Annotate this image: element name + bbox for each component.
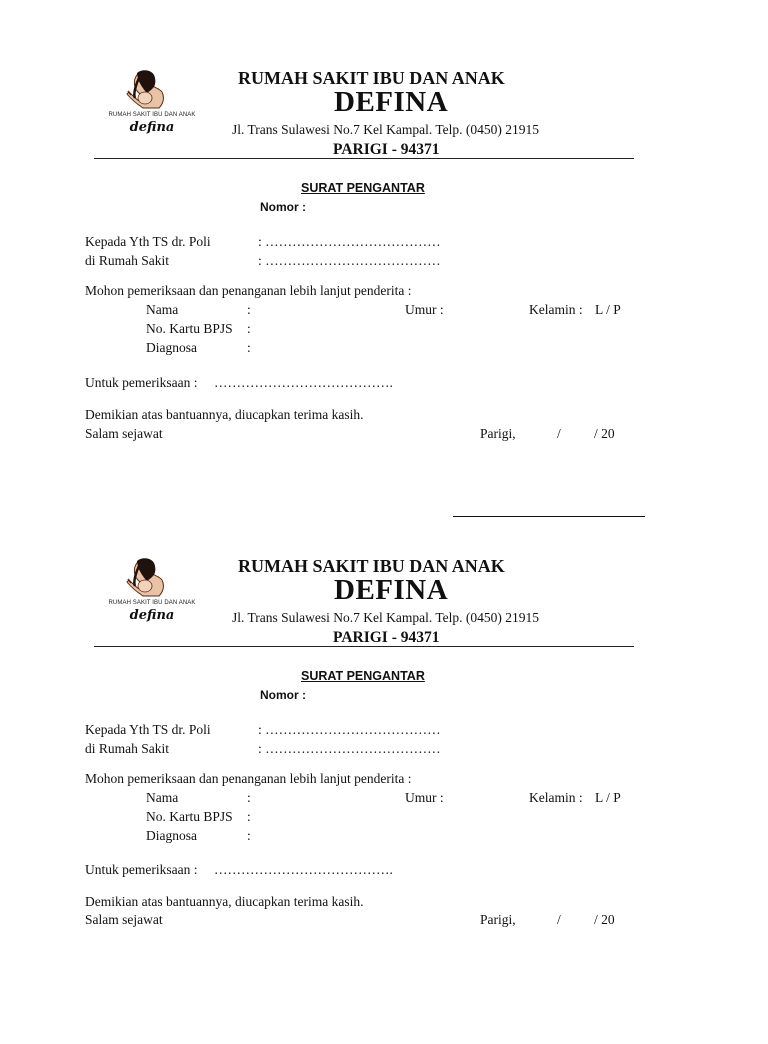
age-label: Umur : [405, 302, 444, 317]
diagnosis-field[interactable]: : [247, 828, 251, 843]
recipient-label: Kepada Yth TS dr. Poli [85, 234, 211, 249]
referral-form-1 [0, 68, 768, 556]
exam-field[interactable]: …………………………………. [214, 375, 393, 390]
hospital-logo [106, 68, 198, 144]
hospital-name: RUMAH SAKIT IBU DAN ANAK [238, 556, 505, 576]
exam-label: Untuk pemeriksaan : [85, 862, 198, 877]
hospital-city: PARIGI - 94371 [333, 141, 440, 158]
bpjs-card-field[interactable]: : [247, 809, 251, 824]
logo-caption: RUMAH SAKIT IBU DAN ANAK [108, 600, 196, 606]
thanks-text: Demikian atas bantuannya, diucapkan terima kasih. [85, 894, 364, 909]
gender-label: Kelamin : [529, 790, 583, 805]
logo-caption: RUMAH SAKIT IBU DAN ANAK [108, 112, 196, 118]
letter-title: SURAT PENGANTAR [301, 181, 425, 195]
patient-name-label: Nama [146, 790, 179, 805]
header-divider [94, 158, 634, 159]
patient-name-field[interactable]: : [247, 302, 251, 317]
hospital-address: Jl. Trans Sulawesi No.7 Kel Kampal. Telp. (0450) 21915 [232, 610, 540, 625]
hospital-name: RUMAH SAKIT IBU DAN ANAK [238, 68, 505, 88]
request-text: Mohon pemeriksaan dan penanganan lebih lanjut penderita : [85, 771, 412, 786]
patient-name-label: Nama [146, 302, 179, 317]
date-year: / 20 [594, 426, 615, 441]
date-separator: / [557, 912, 561, 927]
diagnosis-label: Diagnosa [146, 340, 197, 355]
hospital-logo [106, 556, 198, 632]
signature-line-1 [453, 516, 645, 517]
location-label: di Rumah Sakit [85, 741, 169, 756]
referral-form-2 [0, 556, 768, 1044]
recipient-field[interactable]: : ………………………………… [258, 722, 441, 737]
letter-title: SURAT PENGANTAR [301, 669, 425, 683]
letter-number-label: Nomor : [260, 688, 306, 702]
hospital-address: Jl. Trans Sulawesi No.7 Kel Kampal. Telp. (0450) 21915 [232, 122, 540, 137]
bpjs-card-field[interactable]: : [247, 321, 251, 336]
gender-value[interactable]: L / P [595, 302, 621, 317]
greeting-text: Salam sejawat [85, 426, 163, 441]
location-field[interactable]: : ………………………………… [258, 741, 441, 756]
mother-child-icon [106, 68, 198, 114]
diagnosis-field[interactable]: : [247, 340, 251, 355]
letter-number-label: Nomor : [260, 200, 306, 214]
recipient-field[interactable]: : ………………………………… [258, 234, 441, 249]
place-date-label: Parigi, [480, 426, 516, 441]
location-label: di Rumah Sakit [85, 253, 169, 268]
exam-label: Untuk pemeriksaan : [85, 375, 198, 390]
bpjs-card-label: No. Kartu BPJS [146, 809, 233, 824]
logo-script-text: defina [129, 120, 175, 135]
location-field[interactable]: : ………………………………… [258, 253, 441, 268]
hospital-city: PARIGI - 94371 [333, 629, 440, 646]
patient-name-field[interactable]: : [247, 790, 251, 805]
diagnosis-label: Diagnosa [146, 828, 197, 843]
bpjs-card-label: No. Kartu BPJS [146, 321, 233, 336]
date-year: / 20 [594, 912, 615, 927]
thanks-text: Demikian atas bantuannya, diucapkan terima kasih. [85, 407, 364, 422]
mother-child-icon [106, 556, 198, 602]
greeting-text: Salam sejawat [85, 912, 163, 927]
age-label: Umur : [405, 790, 444, 805]
date-separator: / [557, 426, 561, 441]
recipient-label: Kepada Yth TS dr. Poli [85, 722, 211, 737]
gender-label: Kelamin : [529, 302, 583, 317]
hospital-brand: DEFINA [334, 574, 449, 606]
hospital-brand: DEFINA [334, 86, 449, 118]
logo-script-text: defina [129, 608, 175, 623]
gender-value[interactable]: L / P [595, 790, 621, 805]
exam-field[interactable]: …………………………………. [214, 862, 393, 877]
request-text: Mohon pemeriksaan dan penanganan lebih lanjut penderita : [85, 283, 412, 298]
header-divider [94, 646, 634, 647]
place-date-label: Parigi, [480, 912, 516, 927]
